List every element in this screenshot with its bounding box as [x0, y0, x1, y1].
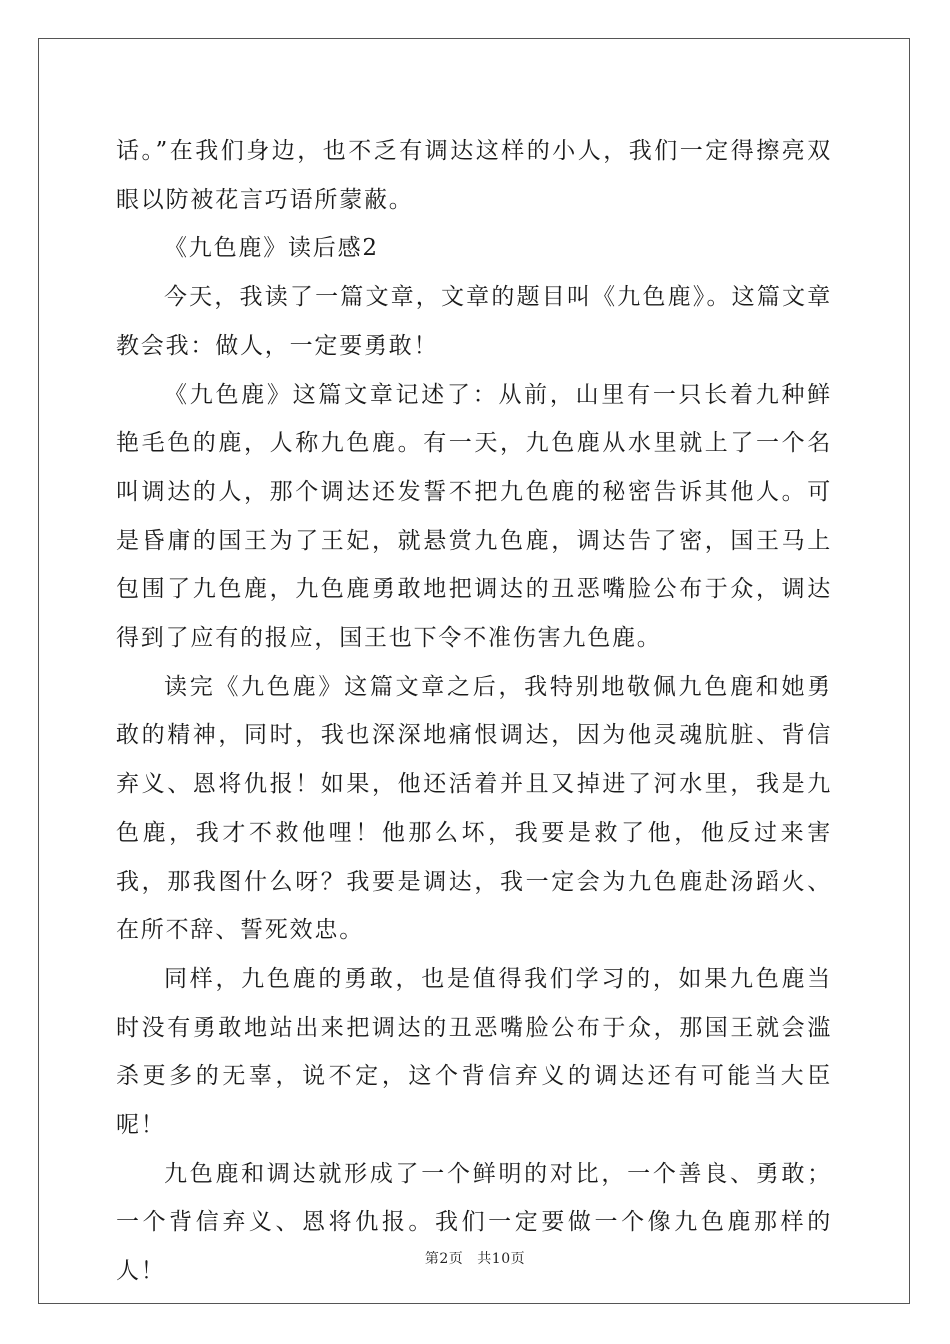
- section-heading: 《九色鹿》读后感2: [164, 235, 379, 262]
- paragraph: 今天，我读了一篇文章，文章的题目叫《九色鹿》。这篇文章教会我：做人，一定要勇敢！: [116, 284, 832, 359]
- page-footer: [0, 1248, 950, 1268]
- page-number: 第2页: [424, 1251, 464, 1267]
- paragraph: 九色鹿和调达就形成了一个鲜明的对比，一个善良、勇敢；一个背信弃义、恩将仇报。我们一定要做一个像九色鹿那样的人！: [116, 1160, 832, 1285]
- page-total: 共10页: [477, 1251, 526, 1267]
- paragraph: 同样，九色鹿的勇敢，也是值得我们学习的，如果九色鹿当时没有勇敢地站出来把调达的丑恶嘴脸公布于众，那国王就会滥杀更多的无辜，说不定，这个背信弃义的调达还有可能当大臣呢！: [116, 965, 832, 1139]
- paragraph-continuation: 话。”在我们身边，也不乏有调达这样的小人，我们一定得擦亮双眼以防被花言巧语所蒙蔽。: [116, 138, 832, 213]
- document-body: [116, 127, 832, 1296]
- paragraph: 《九色鹿》这篇文章记述了：从前，山里有一只长着九种鲜艳毛色的鹿，人称九色鹿。有一天，九色鹿从水里就上了一个名叫调达的人，那个调达还发誓不把九色鹿的秘密告诉其他人。可是昏庸的国王为了王妃，就悬赏九色鹿，调达告了密，国王马上包围了九色鹿，九色鹿勇敢地把调达的丑恶嘴脸公布于众，调达得到了应有的报应，国王也下令不准伤害九色鹿。: [116, 381, 832, 652]
- paragraph: 读完《九色鹿》这篇文章之后，我特别地敬佩九色鹿和她勇敢的精神，同时，我也深深地痛恨调达，因为他灵魂肮脏、背信弃义、恩将仇报！如果，他还活着并且又掉进了河水里，我是九色鹿，我才不救他哩！他那么坏，我要是救了他，他反过来害我，那我图什么呀？我要是调达，我一定会为九色鹿赴汤蹈火、在所不辞、誓死效忠。: [116, 673, 832, 944]
